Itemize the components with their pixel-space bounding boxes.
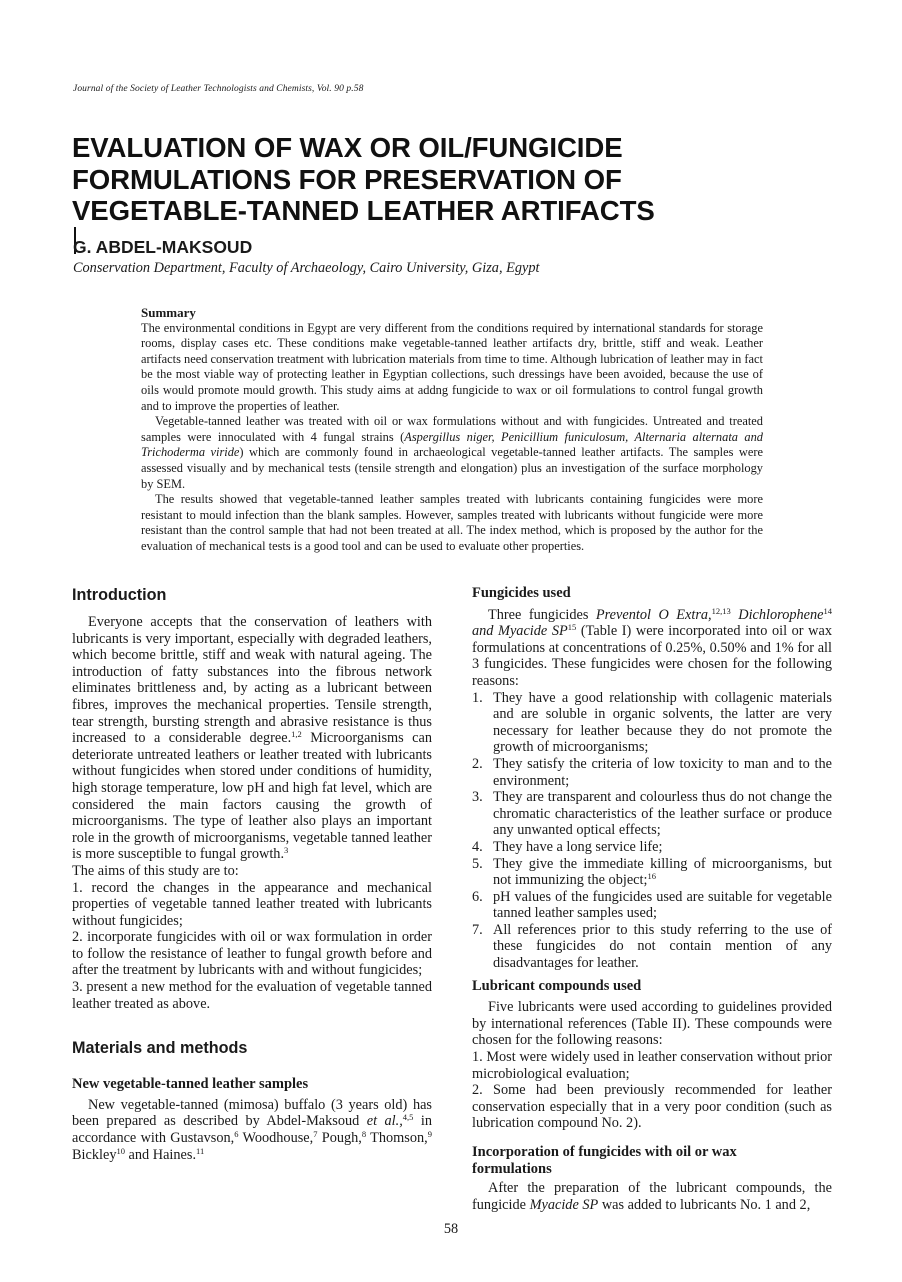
citation-superscript: 9	[427, 1129, 432, 1140]
list-item: 5. They give the immediate killing of microorganisms, but not immunizing the object;$^{16}$	[472, 855, 832, 889]
materials-methods-heading: Materials and methods	[72, 1039, 248, 1058]
citation-superscript: 6	[234, 1129, 239, 1140]
summary-heading: Summary	[141, 305, 196, 320]
title-line-text: VEGETABLE-TANNED LEATHER ARTIFACTS	[72, 195, 655, 226]
citation-superscript: 10	[116, 1145, 125, 1156]
citation-superscript: 16	[647, 871, 656, 882]
new-leather-samples-heading: New vegetable-tanned leather samples	[72, 1076, 309, 1093]
fungal-species: Aspergillus niger, Penicillium funiculosum, Alternaria alternata and Trichoderma viride	[141, 429, 763, 460]
list-item: 2. They satisfy the criteria of low toxicity to man and to the environment;	[472, 755, 832, 789]
aims-intro: The aims of this study are to:	[72, 862, 239, 879]
list-item: 3. They are transparent and colourless thus do not change the chromatic characteristics of the leather surface or produce any unwanted optical effects;	[472, 789, 832, 839]
lubricant-reason: 2. Some had been previously recommended for leather conservation especially that in a very poor condition (such as lubrication compound No. 2).	[472, 1082, 832, 1132]
reasons-list	[472, 690, 832, 972]
title-line: FORMULATIONS FOR PRESERVATION OF	[72, 163, 622, 195]
list-item: 4. They have a long service life;	[472, 838, 663, 855]
introduction-paragraph: Everyone accepts that the conservation of leathers with lubricants is very important, especially with degraded leathers, which become brittle, stiff and weak with natural ageing. The introduction of fatty substances into the fibrous network eliminates brittleness and, by acting as a lubricant between fibres, improves the mechanical properties. Tensile strength, tear strength, bursting strength and abrasive resistance is thus increased to a considerable degree.$^{1,2}$ Microorganisms can deteriorate untreated leathers or leather treated with lubricants without fungicides when stored under conditions of humidity, high storage temperature, low pH and high fat level, which are considered the main factors causing the growth of microorganisms. The type of leather also plays an important role in the growth of microorganisms, vegetable tanned leather is more susceptible to fungal growth.$^3$	[72, 614, 432, 863]
introduction-heading: Introduction	[72, 586, 167, 604]
right-column	[472, 585, 832, 1213]
list-item: 1. They have a good relationship with collagenic materials and are soluble in organic solvents, the latter are very necessary for leather because they do not promote the growth of microorganisms;	[472, 689, 832, 756]
aim-item: 1. record the changes in the appearance and mechanical properties of vegetable tanned leather treated with lubricants without fungicides;	[72, 879, 432, 929]
page-number: 58	[443, 1221, 459, 1237]
summary-paragraph: The results showed that vegetable-tanned leather samples treated with lubricants containing fungicides were more resistant to mould infection than the blank samples. However, samples treated with lubricants without fungicide were more resistant than the control sample that had not been treated at all. The index method, which is proposed by the author for the evaluation of mechanical tests is a good tool and can be used to evaluate other properties.	[141, 492, 763, 553]
aim-item: 2. incorporate fungicides with oil or wax formulation in order to follow the resistance of leather to fungal growth before and after the treatment by lubricants with and without fungicides;	[72, 929, 432, 979]
citation-superscript: 3	[284, 845, 289, 856]
summary-block	[141, 305, 763, 555]
citation-superscript: 4,5	[402, 1112, 414, 1123]
summary-paragraph: Vegetable-tanned leather was treated with oil or wax formulations without and with fungicides. Untreated and treated samples were innoculated with 4 fungal strains (Aspergillus niger, Penicillium funiculosum, Alternaria alternata and Trichoderma viride) which are commonly found in archaeological vegetable-tanned leather artifacts. The samples were assessed visually and by mechanical tests (tensile strength and elongation) plus an investigation of the surface morphology by SEM.	[141, 414, 763, 491]
list-item: 6. pH values of the fungicides used are suitable for vegetable tanned leather samples used;	[472, 888, 832, 922]
left-column	[72, 585, 432, 1163]
summary-paragraph: The environmental conditions in Egypt are very different from the conditions required by international standards for storage rooms, display cases etc. These conditions make vegetable-tanned leather artifacts dry, brittle, stiff and weak. Leather artifacts need conservation treatment with lubrication materials from time to time. Although lubrication of leather may in fact be the most viable way of protecting leather in Egyptian collections, such dressings have been avoided, because the use of oils would promote mould growth. This study aims at addng fungicide to wax or oil formulations to control fungal growth and to improve the properties of leather.	[141, 320, 763, 413]
fungicides-heading: Fungicides used	[472, 585, 571, 601]
lubricants-paragraph: Five lubricants were used according to guidelines provided by international references (Table II). These compounds were chosen for the following reasons:	[472, 999, 832, 1049]
lubricant-reason: 1. Most were widely used in leather conservation without prior microbiological evaluation;	[472, 1049, 832, 1082]
author-affiliation: Conservation Department, Faculty of Archaeology, Cairo University, Giza, Egypt	[73, 260, 540, 276]
journal-citation: Journal of the Society of Leather Technologists and Chemists, Vol. 90 p.58	[73, 84, 364, 94]
author-name: G. ABDEL-MAKSOUD	[73, 237, 253, 257]
title-line: EVALUATION OF WAX OR OIL/FUNGICIDE	[72, 132, 623, 163]
citation-superscript: 8	[361, 1129, 367, 1140]
citation-superscript: 1,2	[291, 729, 302, 740]
article-title	[72, 132, 832, 254]
citation-superscript: 7	[313, 1129, 318, 1140]
list-item: 7. All references prior to this study referring to the use of these fungicides do not contain mention of any disadvantages for leather.	[472, 921, 832, 972]
citation-superscript: 11	[196, 1145, 205, 1156]
citation-superscript: 15	[567, 622, 577, 633]
citation-superscript: 12,13	[711, 605, 731, 616]
samples-paragraph: New vegetable-tanned (mimosa) buffalo (3 years old) has been prepared as described by Abdel-Maksoud et al.,$^{4,5}$ in accordance with Gustavson,$^6$ Woodhouse,$^7$ Pough,$^8$ Thomson,$^9$ Bickley$^{10}$ and Haines.$^{11}$	[72, 1096, 432, 1163]
citation-superscript: 14	[823, 605, 832, 616]
fungicides-paragraph: Three fungicides Preventol O Extra,$^{12,13}$ Dichlorophene$^{14}$ and Myacide SP$^{15}$ (Table I) were incorporated into oil or wax formulations at concentrations of 0.25%, 0.50% and 1% for all 3 fungicides. These fungicides were chosen for the following reasons:	[472, 605, 832, 689]
lubricants-heading: Lubricant compounds used	[472, 977, 642, 994]
incorporation-paragraph: After the preparation of the lubricant compounds, the fungicide Myacide SP was added to lubricants No. 1 and 2,	[472, 1180, 832, 1213]
incorporation-heading: Incorporation of fungicides with oil or wax formulations	[472, 1144, 737, 1177]
aim-item: 3. present a new method for the evaluation of vegetable tanned leather treated as above.	[72, 979, 432, 1012]
